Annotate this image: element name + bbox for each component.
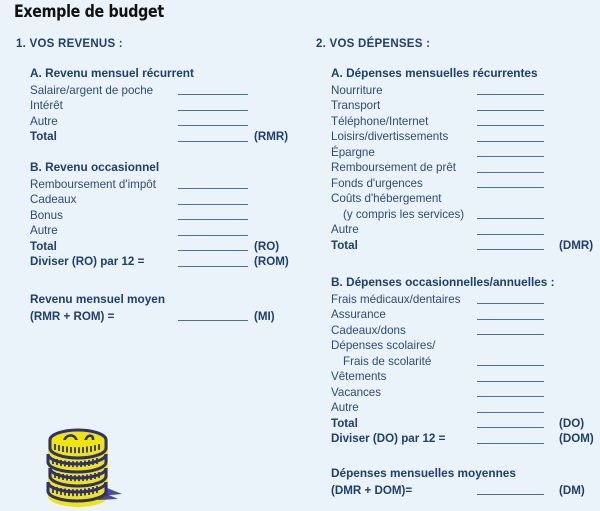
row-code-tag: (DO) [559, 416, 585, 430]
expenses-section-b-title: B. Dépenses occasionnelles/annuelles : [331, 275, 555, 289]
row-label: Nourriture [331, 83, 383, 97]
income-heading: 1. VOS REVENUS : [16, 38, 123, 50]
blank-entry-line[interactable] [178, 94, 248, 95]
blank-entry-line[interactable] [178, 188, 248, 189]
row-label: Frais médicaux/dentaires [331, 292, 461, 306]
worksheet-row [30, 239, 310, 255]
row-label: (y compris les services) [343, 207, 465, 221]
blank-entry-line[interactable] [178, 250, 248, 251]
income-section-b [30, 160, 310, 270]
blank-entry-line[interactable] [477, 319, 544, 320]
row-label: Total [331, 416, 358, 430]
worksheet-row [30, 98, 310, 114]
expenses-section-b [331, 275, 600, 447]
worksheet-row [331, 207, 600, 223]
income-section-b-title: B. Revenu occasionnel [30, 160, 160, 174]
worksheet-row [331, 238, 600, 254]
income-summary-rows [30, 309, 310, 325]
row-code-tag: (MI) [254, 309, 275, 323]
worksheet-row [331, 416, 600, 432]
row-label: Total [331, 238, 358, 252]
row-label: Intérêt [30, 99, 63, 112]
blank-entry-line[interactable] [178, 219, 248, 220]
row-label: Autre [30, 114, 58, 128]
row-label: Frais de scolarité [343, 354, 432, 368]
blank-entry-line[interactable] [477, 412, 544, 413]
worksheet-row [331, 323, 600, 339]
blank-entry-line[interactable] [477, 381, 544, 382]
expenses-section-a-rows [331, 83, 600, 254]
worksheet-row [331, 114, 600, 130]
worksheet-row [331, 83, 600, 99]
worksheet-row [331, 129, 600, 145]
expenses-section-a-title: A. Dépenses mensuelles récurrentes [331, 66, 538, 80]
income-section-a-rows [30, 83, 310, 145]
worksheet-row [331, 176, 600, 192]
row-code-tag: (RO) [254, 239, 280, 253]
worksheet-row [331, 98, 600, 114]
worksheet-row [331, 369, 600, 385]
worksheet-row [331, 145, 600, 161]
income-summary [30, 292, 310, 324]
blank-entry-line[interactable] [178, 110, 248, 111]
row-label: (RMR + ROM) = [30, 309, 115, 323]
row-label: Diviser (RO) par 12 = [30, 255, 145, 268]
blank-entry-line[interactable] [477, 125, 544, 126]
income-section-a [30, 66, 310, 145]
worksheet-row [30, 177, 310, 193]
expenses-summary-title: Dépenses mensuelles moyennes [331, 466, 516, 480]
worksheet-row [30, 309, 310, 325]
worksheet-row [331, 431, 600, 447]
blank-entry-line[interactable] [178, 125, 248, 126]
expenses-column [307, 0, 597, 511]
blank-entry-line[interactable] [178, 320, 248, 321]
row-label: Fonds d'urgences [331, 176, 423, 190]
blank-entry-line[interactable] [178, 204, 248, 205]
worksheet-row [331, 292, 600, 308]
worksheet-row [331, 191, 600, 207]
worksheet-row [30, 208, 310, 224]
blank-entry-line[interactable] [477, 396, 544, 397]
blank-entry-line[interactable] [477, 218, 544, 219]
row-label: Remboursement d'impôt [30, 177, 156, 191]
row-label: Autre [331, 223, 359, 236]
row-label: Épargne [331, 145, 375, 159]
row-label: Vêtements [331, 370, 387, 383]
income-section-b-rows [30, 177, 310, 270]
blank-entry-line[interactable] [178, 141, 248, 142]
blank-entry-line[interactable] [477, 110, 544, 111]
row-label: Total [30, 130, 57, 143]
expenses-heading: 2. VOS DÉPENSES : [316, 38, 431, 50]
row-code-tag: (DOM) [559, 432, 594, 445]
row-label: Cadeaux [30, 193, 77, 206]
blank-entry-line[interactable] [477, 187, 544, 188]
row-label: (DMR + DOM)= [331, 483, 413, 497]
blank-entry-line[interactable] [477, 172, 544, 173]
row-label: Coûts d'hébergement [331, 192, 442, 205]
income-column [0, 0, 290, 511]
worksheet-row [331, 354, 600, 370]
blank-entry-line[interactable] [477, 234, 544, 235]
row-code-tag: (ROM) [254, 255, 289, 268]
page-title: Exemple de budget [14, 2, 164, 22]
worksheet-row [30, 192, 310, 208]
row-label: Autre [30, 224, 58, 237]
blank-entry-line[interactable] [477, 249, 544, 250]
blank-entry-line[interactable] [477, 443, 544, 444]
income-summary-title: Revenu mensuel moyen [30, 292, 166, 306]
row-label: Diviser (DO) par 12 = [331, 432, 446, 445]
expenses-summary [331, 466, 600, 498]
worksheet-row [30, 129, 310, 145]
blank-entry-line[interactable] [477, 334, 544, 335]
blank-entry-line[interactable] [477, 494, 544, 495]
row-label: Total [30, 239, 57, 253]
row-label: Dépenses scolaires/ [331, 339, 436, 352]
blank-entry-line[interactable] [477, 141, 544, 142]
worksheet-row [331, 483, 600, 499]
row-label: Vacances [331, 385, 382, 399]
row-code-tag: (DM) [559, 483, 585, 497]
worksheet-row [30, 254, 310, 270]
row-label: Remboursement de prêt [331, 161, 457, 174]
worksheet-row [30, 114, 310, 130]
worksheet-row [331, 385, 600, 401]
row-label: Loisirs/divertissements [331, 130, 449, 143]
blank-entry-line[interactable] [477, 156, 544, 157]
row-code-tag: (DMR) [559, 238, 594, 252]
worksheet-row [331, 222, 600, 238]
row-label: Bonus [30, 208, 63, 222]
row-label: Transport [331, 99, 381, 112]
blank-entry-line[interactable] [477, 365, 544, 366]
blank-entry-line[interactable] [178, 235, 248, 236]
row-label: Assurance [331, 308, 386, 321]
blank-entry-line[interactable] [477, 303, 544, 304]
row-label: Téléphone/Internet [331, 114, 429, 128]
row-label: Salaire/argent de poche [30, 83, 154, 97]
worksheet-row [331, 307, 600, 323]
blank-entry-line[interactable] [178, 266, 248, 267]
row-label: Cadeaux/dons [331, 323, 406, 337]
row-code-tag: (RMR) [254, 130, 289, 143]
blank-entry-line[interactable] [477, 427, 544, 428]
income-section-a-title: A. Revenu mensuel récurrent [30, 66, 194, 80]
worksheet-row [331, 400, 600, 416]
worksheet-row [30, 83, 310, 99]
coin-stack-icon [36, 424, 126, 509]
expenses-section-a [331, 66, 600, 253]
worksheet-row [30, 223, 310, 239]
row-label: Autre [331, 401, 359, 414]
worksheet-row [331, 338, 600, 354]
expenses-summary-rows [331, 483, 600, 499]
worksheet-row [331, 160, 600, 176]
blank-entry-line[interactable] [477, 94, 544, 95]
expenses-section-b-rows [331, 292, 600, 447]
